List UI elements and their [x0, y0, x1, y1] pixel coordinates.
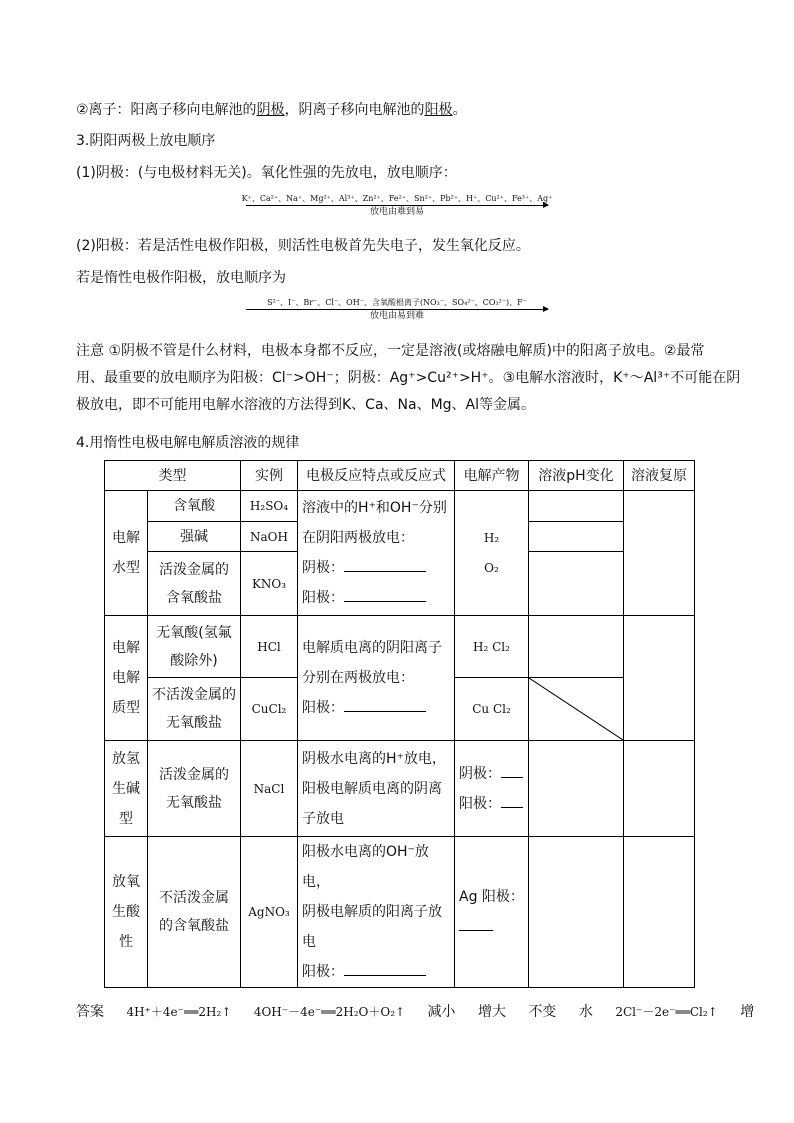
g3-description: 阴极水电离的H⁺放电， 阳极电解质电离的阴离 子放电 [298, 741, 455, 837]
sub-strong-base: 强碱 [148, 522, 241, 552]
ph-nacl[interactable] [529, 741, 624, 837]
answer-item-3: 减小 [427, 1004, 456, 1020]
products-hcl: H₂ Cl₂ [455, 616, 529, 678]
answer-item-2: 4OH⁻－4e⁻══2H₂O＋O₂↑ [253, 1005, 406, 1019]
header-reaction: 电极反应特点或反应式 [298, 461, 455, 491]
ion-line-mid: ，阴离子移向电解池的 [284, 102, 425, 118]
note-block [76, 338, 741, 419]
blank-g3-cathode[interactable] [501, 763, 523, 778]
cathode-word: 阴极 [256, 102, 285, 118]
note-line-2: 用、最重要的放电顺序为阳极：Cl⁻>OH⁻；阴极：Ag⁺>Cu²⁺>H⁺。③电解水溶液时，K⁺～Al³⁺不可能在阴 [76, 370, 741, 386]
example-cucl2: CuCl₂ [241, 678, 298, 741]
ion-line-prefix: ②离子：阳离子移向电解池的 [76, 102, 257, 118]
type-hydrogen-base: 放氢生碱型 [105, 741, 148, 837]
inert-anode-line: 若是惰性电极作阳极，放电顺序为 [76, 270, 286, 286]
blank-g2-anode[interactable] [344, 697, 426, 712]
ph-oxyacid[interactable] [529, 491, 624, 522]
example-hcl: HCl [241, 616, 298, 678]
answer-line [76, 1001, 772, 1021]
section3-title: 3.阴阳两极上放电顺序 [76, 133, 216, 149]
section4-title: 4.用惰性电极电解电解质溶液的规律 [76, 435, 300, 451]
type-electrolyze-electrolyte: 电解电解质型 [105, 616, 148, 741]
sub-inactive-oxysalt: 不活泼金属的含氧酸盐 [148, 837, 241, 988]
restore-g4[interactable] [624, 837, 695, 988]
type-oxygen-acid: 放氧生酸性 [105, 837, 148, 988]
answer-item-4: 增大 [477, 1004, 506, 1020]
type-electrolyze-water: 电解水型 [105, 491, 148, 616]
g4-products: Ag 阳极： [455, 837, 529, 988]
anode-order-label: 放电由易到难 [369, 311, 424, 321]
blank-g4-product[interactable] [459, 916, 493, 931]
anode-line: (2)阳极：若是活性电极作阳极，则活性电极首先失电子，发生氧化反应。 [76, 238, 530, 254]
restore-g1[interactable] [624, 491, 695, 616]
answer-item-8: 增 [740, 1004, 755, 1020]
sub-active-anoxic-salt: 活泼金属的无氧酸盐 [148, 741, 241, 837]
ion-line-suffix: 。 [452, 102, 467, 118]
g4-description: 阳极水电离的OH⁻放电， 阴极电解质的阳离子放 电 阳极： [298, 837, 455, 988]
header-restore: 溶液复原 [624, 461, 695, 491]
g1-description: 溶液中的H⁺和OH⁻分别 在阴阳两极放电： 阴极： 阳极： [298, 491, 455, 616]
header-type: 类型 [105, 461, 241, 491]
ph-hcl[interactable] [529, 616, 624, 678]
ph-active-oxysalt[interactable] [529, 552, 624, 616]
answer-item-7: 2Cl⁻－2e⁻══Cl₂↑ [615, 1005, 718, 1019]
answer-label: 答案 [76, 1004, 104, 1020]
g3-products: 阴极： 阳极： [455, 741, 529, 837]
g2-description: 电解质电离的阴阳离子 分别在两极放电： 阳极： [298, 616, 455, 741]
answer-item-1: 4H⁺＋4e⁻══2H₂↑ [126, 1005, 232, 1019]
blank-cathode-eq[interactable] [344, 557, 426, 572]
sub-oxyacid: 含氧酸 [148, 491, 241, 522]
ion-migration-line [76, 100, 467, 120]
restore-g3[interactable] [624, 741, 695, 837]
ph-strong-base[interactable] [529, 522, 624, 552]
g1-products: H₂ O₂ [455, 491, 529, 616]
header-ph: 溶液pH变化 [529, 461, 624, 491]
sub-anoxic-acid: 无氧酸(氢氟酸除外) [148, 616, 241, 678]
table-header-row [105, 461, 695, 491]
note-line-3: 极放电，即不可能用电解水溶液的方法得到K、Ca、Na、Mg、Al等金属。 [76, 397, 536, 413]
example-agno3: AgNO₃ [241, 837, 298, 988]
electrolysis-table [104, 460, 695, 988]
cathode-order-label: 放电由难到易 [369, 207, 424, 217]
anode-arrow [246, 309, 548, 310]
blank-g3-anode[interactable] [501, 793, 523, 808]
ph-cucl2-crossed [529, 678, 624, 741]
ph-agno3[interactable] [529, 837, 624, 988]
note-line-1: 注意 ①阴极不管是什么材料，电极本身都不反应，一定是溶液(或熔融电解质)中的阳离子放电。②最常 [76, 343, 705, 359]
cathode-sequence [0, 194, 794, 218]
answer-item-5: 不变 [528, 1004, 557, 1020]
cathode-line: (1)阴极：(与电极材料无关)。氧化性强的先放电，放电顺序： [76, 165, 457, 181]
cathode-ion-order: K⁺、Ca²⁺、Na⁺、Mg²⁺、Al³⁺、Zn²⁺、Fe²⁺、Sn²⁺、Pb²⁺、H⁺、Cu²⁺、Fe³⁺、Ag⁺ [241, 194, 553, 203]
blank-anode-eq[interactable] [344, 587, 426, 602]
products-cucl2: Cu Cl₂ [455, 678, 529, 741]
diagonal-slash [529, 678, 623, 740]
header-products: 电解产物 [455, 461, 529, 491]
anode-ion-order: S²⁻、I⁻、Br⁻、Cl⁻、OH⁻、含氧酸根离子(NO₃⁻、SO₄²⁻、CO₃²⁻)、F⁻ [267, 298, 527, 307]
example-h2so4: H₂SO₄ [241, 491, 298, 522]
example-naoh: NaOH [241, 522, 298, 552]
example-kno3: KNO₃ [241, 552, 298, 616]
cathode-arrow [246, 205, 548, 206]
header-example: 实例 [241, 461, 298, 491]
example-nacl: NaCl [241, 741, 298, 837]
blank-g4-anode[interactable] [344, 961, 426, 976]
sub-inactive-anoxic-salt: 不活泼金属的无氧酸盐 [148, 678, 241, 741]
answer-item-6: 水 [578, 1004, 593, 1020]
sub-active-oxysalt: 活泼金属的含氧酸盐 [148, 552, 241, 616]
anode-word: 阳极 [424, 102, 453, 118]
anode-sequence [0, 298, 794, 322]
restore-g2[interactable] [624, 616, 695, 741]
